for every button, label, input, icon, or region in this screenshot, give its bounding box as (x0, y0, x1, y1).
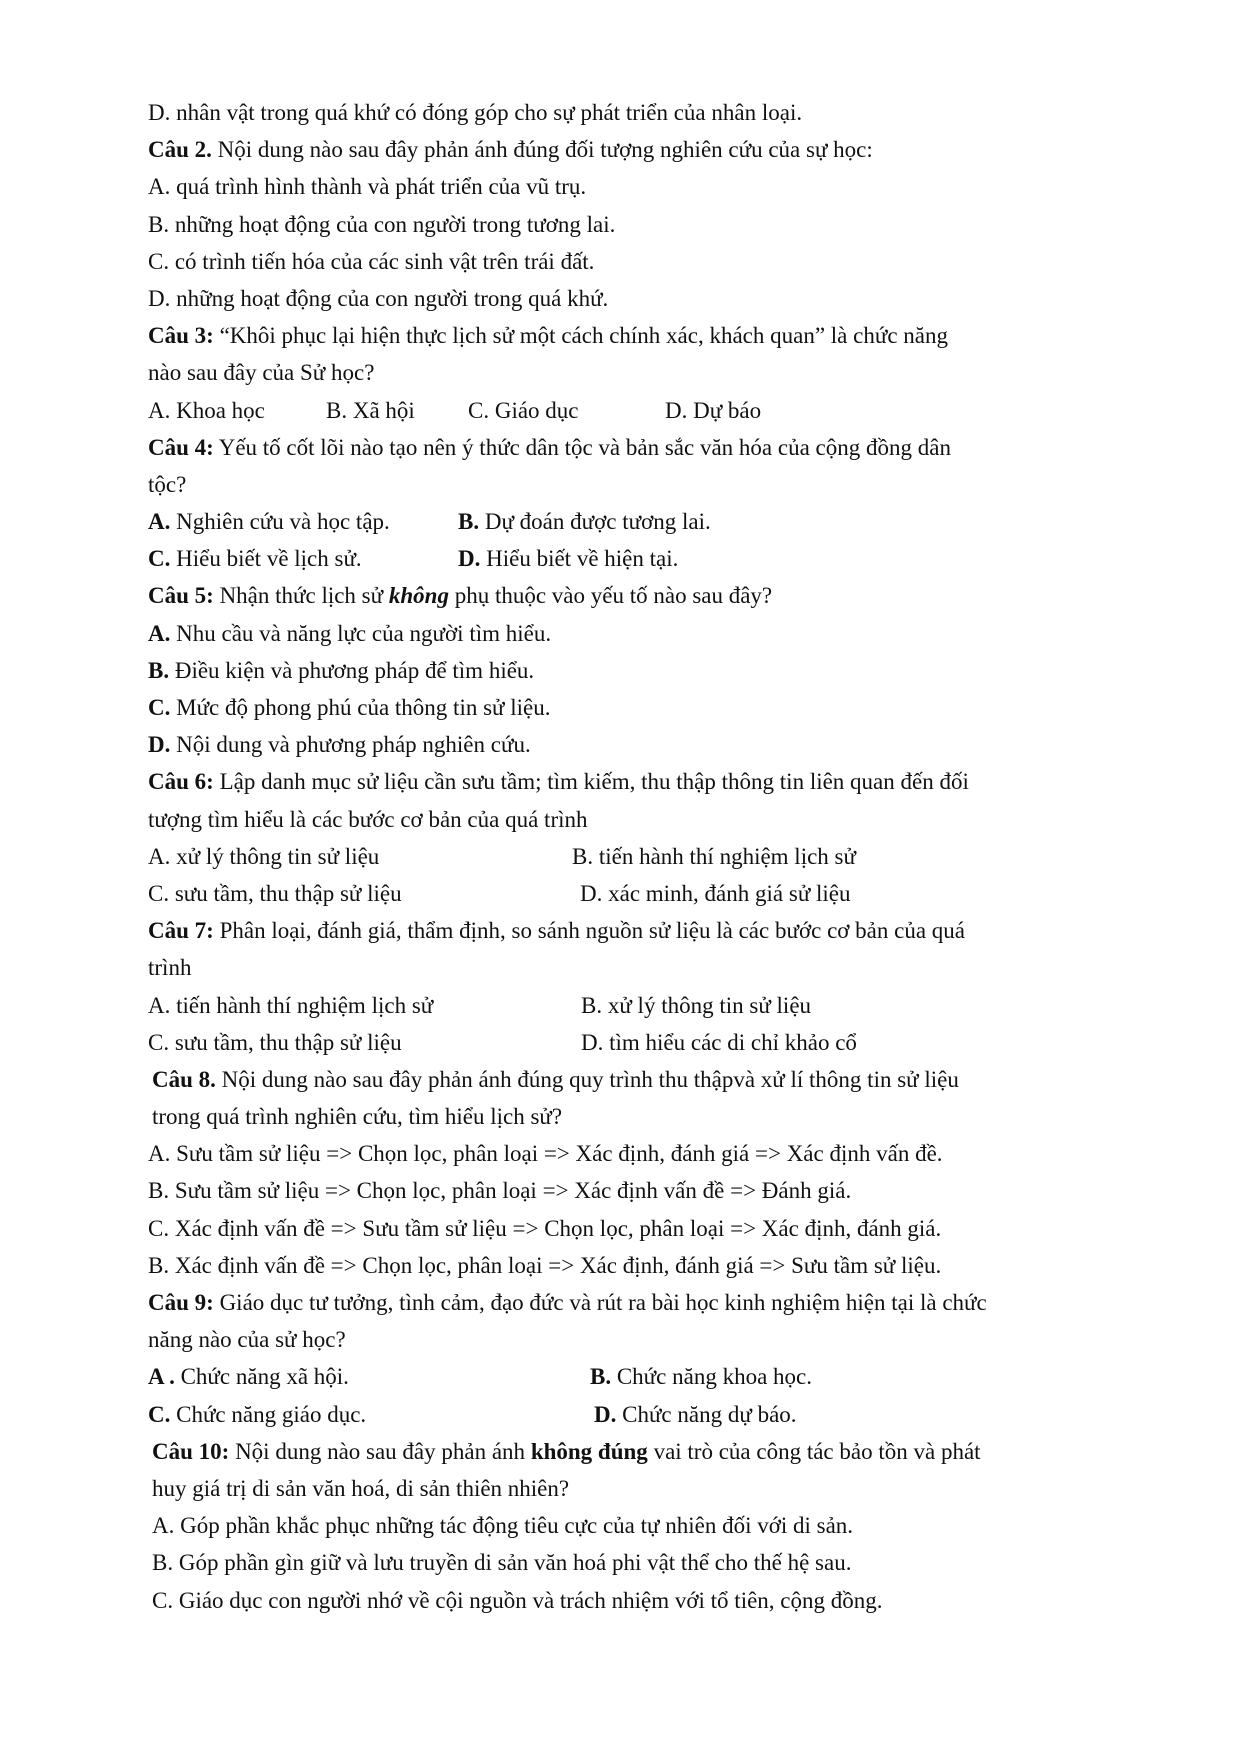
q9-option-b (590, 1358, 812, 1395)
option-text: Chức năng khoa học. (611, 1364, 812, 1390)
question-label: Câu 4: (148, 434, 214, 460)
q10-option-c: C. Giáo dục con người nhớ về cội nguồn và trách nhiệm với tổ tiên, cộng đồng. (152, 1587, 883, 1613)
option-text: Hiểu biết về hiện tại. (480, 546, 679, 572)
q4-option-d (458, 540, 678, 577)
option-label: D. (458, 546, 481, 572)
option-label: A. (148, 509, 171, 535)
q9-option-c (148, 1396, 594, 1433)
q4-options-cd (148, 540, 1128, 577)
option-text: Chức năng dự báo. (616, 1401, 797, 1427)
document-page (148, 94, 1128, 1619)
question-text: Lập danh mục sử liệu cần sưu tầm; tìm kiếm, thu thập thông tin liên quan đến đối (213, 769, 969, 795)
option-text: Điều kiện và phương pháp để tìm hiểu. (169, 657, 535, 683)
question-label: Câu 3: (148, 323, 214, 349)
question-emphasis: không (388, 583, 449, 609)
q6-option-c: C. sưu tầm, thu thập sử liệu (148, 880, 402, 906)
question-text: Yếu tố cốt lõi nào tạo nên ý thức dân tộc và bản sắc văn hóa của cộng đồng dân (213, 434, 951, 460)
question-9 (148, 1284, 1128, 1321)
q8-option-b: B. Sưu tầm sử liệu => Chọn lọc, phân loại => Xác định vấn đề => Đánh giá. (148, 1178, 852, 1204)
question-text: Phân loại, đánh giá, thẩm định, so sánh nguồn sử liệu là các bước cơ bản của quá (213, 918, 966, 944)
question-text: vai trò của công tác bảo tồn và phát (647, 1438, 981, 1464)
question-text: Nội dung nào sau đây phản ánh đúng đối tượng nghiên cứu của sự học: (211, 137, 873, 163)
q3-option-d: D. Dự báo (665, 397, 762, 423)
option-label: A . (148, 1364, 175, 1390)
q8-option-d: B. Xác định vấn đề => Chọn lọc, phân loại => Xác định, đánh giá => Sưu tầm sử liệu. (148, 1252, 942, 1278)
question-8 (148, 1061, 1128, 1098)
q5-option-a (148, 615, 1128, 652)
option-text: Nhu cầu và năng lực của người tìm hiểu. (170, 620, 552, 646)
question-label: Câu 10: (152, 1438, 230, 1464)
option-text: Hiểu biết về lịch sử. (170, 546, 362, 572)
q5-option-c (148, 689, 1128, 726)
question-4 (148, 429, 1128, 466)
question-text: Nhận thức lịch sử (213, 583, 389, 609)
q6-options-ab (148, 838, 1128, 875)
q3-option-b: B. Xã hội (326, 397, 415, 423)
option-label: C. (148, 1401, 171, 1427)
option-text: Chức năng giáo dục. (170, 1401, 367, 1427)
question-5 (148, 577, 1128, 614)
q4-option-c (148, 540, 458, 577)
q3-options (148, 392, 1128, 429)
q2-option-d: D. những hoạt động của con người trong quá khứ. (148, 285, 609, 311)
q4-options-ab (148, 503, 1128, 540)
question-label: Câu 8. (152, 1066, 216, 1092)
q6-options-cd (148, 875, 1128, 912)
q2-option-b: B. những hoạt động của con người trong tương lai. (148, 211, 616, 237)
q1-option-d: D. nhân vật trong quá khứ có đóng góp cho sự phát triển của nhân loại. (148, 100, 803, 125)
question-2 (148, 131, 1128, 168)
question-emphasis: không đúng (530, 1438, 648, 1464)
q5-option-d (148, 726, 1128, 763)
question-10-cont: huy giá trị di sản văn hoá, di sản thiên nhiên? (152, 1475, 570, 1501)
question-text: Nội dung nào sau đây phản ánh đúng quy trình thu thậpvà xử lí thông tin sử liệu (215, 1066, 959, 1092)
question-label: Câu 6: (148, 769, 214, 795)
question-6 (148, 763, 1128, 800)
option-text: Dự đoán được tương lai. (479, 509, 711, 535)
q7-options-cd (148, 1024, 1128, 1061)
question-label: Câu 5: (148, 583, 214, 609)
option-label: D. (594, 1401, 617, 1427)
question-7-cont: trình (148, 955, 192, 981)
question-10 (148, 1433, 1128, 1470)
question-3-cont: nào sau đây của Sử học? (148, 360, 375, 386)
q2-option-a: A. quá trình hình thành và phát triển của vũ trụ. (148, 174, 587, 200)
question-6-cont: tượng tìm hiểu là các bước cơ bản của quá trình (148, 806, 588, 832)
q7-option-d: D. tìm hiểu các di chỉ khảo cổ (581, 1029, 857, 1055)
q9-option-a (148, 1358, 590, 1395)
q9-options-cd (148, 1396, 1128, 1433)
q4-option-a (148, 503, 458, 540)
option-text: Nội dung và phương pháp nghiên cứu. (170, 732, 531, 758)
q8-option-c: C. Xác định vấn đề => Sưu tầm sử liệu => Chọn lọc, phân loại => Xác định, đánh giá. (148, 1215, 942, 1241)
option-label: B. (458, 509, 480, 535)
q10-option-a: A. Góp phần khắc phục những tác động tiêu cực của tự nhiên đối với di sản. (152, 1513, 854, 1539)
q6-option-b: B. tiến hành thí nghiệm lịch sử (572, 843, 856, 869)
q7-option-b: B. xử lý thông tin sử liệu (581, 992, 812, 1018)
q6-option-d: D. xác minh, đánh giá sử liệu (580, 880, 851, 906)
question-8-cont: trong quá trình nghiên cứu, tìm hiểu lịch sử? (152, 1104, 563, 1130)
option-label: A. (148, 620, 171, 646)
q4-option-b (458, 503, 711, 540)
question-9-cont: năng nào của sử học? (148, 1327, 346, 1353)
question-4-cont: tộc? (148, 471, 187, 497)
question-text: phụ thuộc vào yếu tố nào sau đây? (448, 583, 773, 609)
q9-options-ab (148, 1358, 1128, 1395)
question-3 (148, 317, 1128, 354)
q5-option-b (148, 652, 1128, 689)
question-label: Câu 9: (148, 1290, 214, 1315)
option-text: Mức độ phong phú của thông tin sử liệu. (170, 695, 551, 720)
option-label: B. (590, 1364, 612, 1390)
q7-options-ab (148, 987, 1128, 1024)
question-text: Giáo dục tư tưởng, tình cảm, đạo đức và rút ra bài học kinh nghiệm hiện tại là chức (213, 1290, 987, 1315)
q10-option-b: B. Góp phần gìn giữ và lưu truyền di sản văn hoá phi vật thể cho thế hệ sau. (152, 1550, 852, 1576)
option-text: Chức năng xã hội. (174, 1364, 349, 1390)
option-label: C. (148, 546, 171, 572)
question-text: Nội dung nào sau đây phản ánh (229, 1438, 531, 1464)
q6-option-a: A. xử lý thông tin sử liệu (148, 843, 380, 869)
option-label: D. (148, 732, 171, 758)
option-text: Nghiên cứu và học tập. (170, 509, 390, 535)
q9-option-d (594, 1396, 797, 1433)
q3-option-c: C. Giáo dục (468, 397, 579, 423)
question-label: Câu 2. (148, 137, 212, 163)
q7-option-a: A. tiến hành thí nghiệm lịch sử (148, 992, 434, 1018)
option-label: C. (148, 695, 171, 720)
q3-option-a: A. Khoa học (148, 397, 265, 423)
question-text: “Khôi phục lại hiện thực lịch sử một cách chính xác, khách quan” là chức năng (213, 323, 948, 349)
q7-option-c: C. sưu tầm, thu thập sử liệu (148, 1029, 402, 1055)
q2-option-c: C. có trình tiến hóa của các sinh vật trên trái đất. (148, 248, 595, 274)
option-label: B. (148, 657, 170, 683)
q8-option-a: A. Sưu tầm sử liệu => Chọn lọc, phân loại => Xác định, đánh giá => Xác định vấn đề. (148, 1141, 943, 1167)
question-label: Câu 7: (148, 918, 214, 944)
question-7 (148, 912, 1128, 949)
